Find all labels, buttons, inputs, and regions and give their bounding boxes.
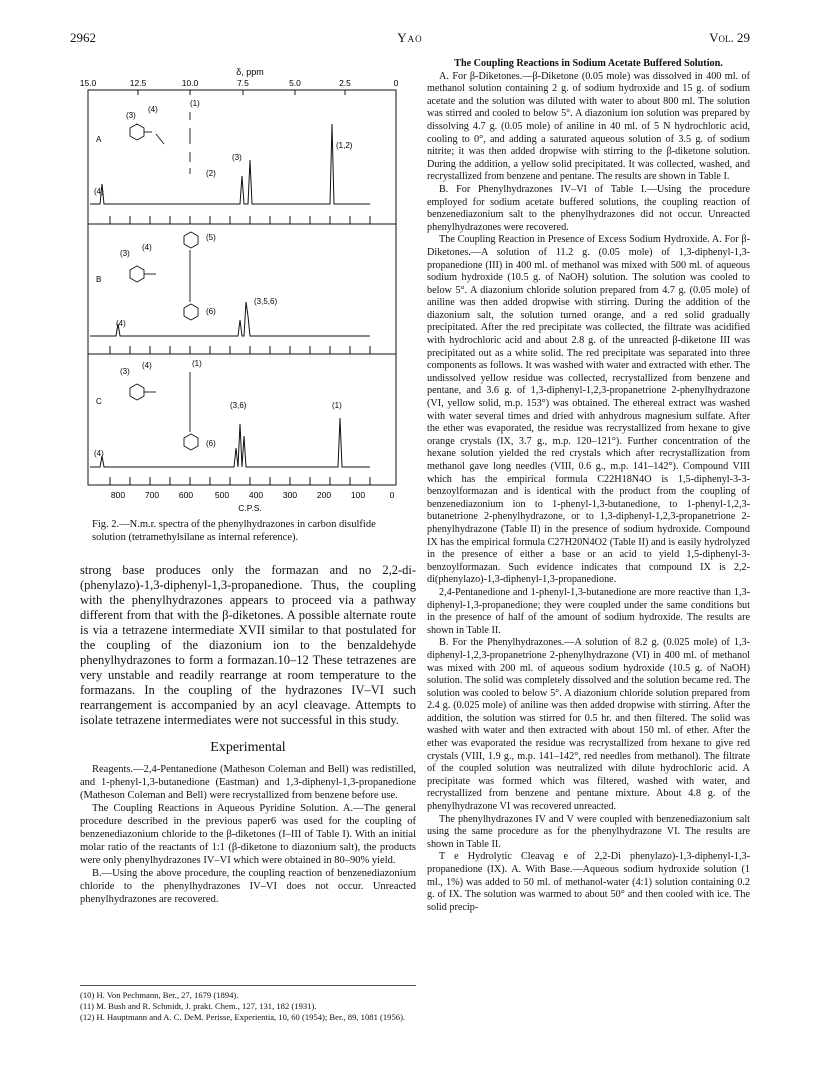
page-number: 2962 <box>70 30 96 45</box>
structure-drawing <box>130 372 198 450</box>
proton-label: (4) <box>142 361 152 370</box>
paragraph: B. For the Phenylhydrazones.—A solution of 8.2 g. (0.025 mole) of 1,3-diphenyl-1,2,3-propanetrione 2-phenylhydrazone (VI) in 400 ml. of methanol was mixed with 200 ml. of aqueous sodium hydroxide (10.5 g. of NaOH) solution. The solid was completely dissolved and the solution became red. The solution was cooled to below 5°. A diazonium chloride solution prepared from 2.4 g. (0.025 mole) of aniline was then added dropwise with stirring. After the addition, the solution was stirred for 0.5 hr. and then filtered. The solid was washed with water and then extracted with about 150 ml. of ether. After the ether was evaporated the residue was recrystallized from hexane to give red crystals (VIII, 1.9 g., m.p. 141–142°, red needles from methanol). The filtrate of the coupled solution was neutralized with dilute hydrochloric acid. A precipitate was formed which was filtered, washed with water, and recrystallized from benzene and pentane mixture. About 4.8 g. of the phenylhydrazone VI was recovered unreacted. <box>427 637 750 813</box>
spectrum-trace-c <box>90 418 370 467</box>
volume-label: Vol. 29 <box>709 30 750 45</box>
panel-letter: C <box>96 397 102 406</box>
proton-label: (3) <box>120 249 130 258</box>
proton-label: (5) <box>206 233 216 242</box>
proton-label: (3) <box>120 367 130 376</box>
cps-tick: 500 <box>214 490 230 500</box>
ppm-tick: 7.5 <box>237 78 249 88</box>
panel-letter: A <box>96 135 102 144</box>
cps-tick: 700 <box>144 490 160 500</box>
cps-tick: 800 <box>110 490 126 500</box>
panel-b <box>90 232 370 336</box>
paragraph: Reagents.—2,4-Pentanedione (Matheson Coleman and Bell) was redistilled, and 1-phenyl-1,3-butanedione (Eastman) and 1,3-diphenyl-1,3-propanedione (Matheson Coleman and Bell) were recrystallized from benzene before use. <box>80 764 416 801</box>
footnote: (12) H. Hauptmann and A. C. DeM. Perisse, Experientia, 10, 60 (1954); Ber., 89, 1081 (1956). <box>80 1012 406 1022</box>
proton-label: (1) <box>190 99 200 108</box>
running-author: Yao <box>397 30 423 45</box>
proton-label: (4) <box>94 449 104 458</box>
ppm-tick: 15.0 <box>80 78 97 88</box>
cps-axis-label: C.P.S. <box>238 503 262 513</box>
paragraph: 2,4-Pentanedione and 1-phenyl-1,3-butanedione are more reactive than 1,3-diphenyl-1,3-propanedione; they were coupled under the same conditions but in the presence of half of the amount of sodium hydroxide. The results are shown in Table II. <box>427 586 750 636</box>
cps-tick: 300 <box>282 490 298 500</box>
proton-label: (1) <box>192 359 202 368</box>
figure-caption: Fig. 2.—N.m.r. spectra of the phenylhydrazones in carbon disulfide solution (tetramethylsilane as internal reference). <box>92 519 376 543</box>
section-heading: The Coupling Reactions in Sodium Acetate Buffered Solution. <box>454 58 723 69</box>
cps-tick: 400 <box>248 490 264 500</box>
proton-label: (4) <box>148 105 158 114</box>
proton-label: (3,5,6) <box>254 297 278 306</box>
proton-label: (4) <box>94 187 104 196</box>
structure-drawing <box>130 232 198 320</box>
section-title-experimental: Experimental <box>210 740 286 755</box>
proton-label: (3,6) <box>230 401 247 410</box>
ppm-tick: 10.0 <box>181 78 199 88</box>
proton-label: (6) <box>206 439 216 448</box>
cps-tick: 0 <box>389 490 395 500</box>
paragraph: The phenylhydrazones IV and V were coupled with benzenediazonium salt using the same procedure as for the phenylhydrazone VI. The results are shown in Table II. <box>427 813 750 850</box>
footnotes <box>80 985 416 1023</box>
left-column <box>80 563 416 906</box>
cps-tick: 600 <box>178 490 194 500</box>
spectrum-trace-b <box>90 302 370 336</box>
structure-drawing <box>130 112 190 174</box>
paragraph: T e Hydrolytic Cleavag e of 2,2-Di phenylazo)-1,3-diphenyl-1,3-propanedione (IX). A. With Base.—Aqueous sodium hydroxide solution (1 ml., 1%) was added to 50 ml. of methanol-water (4:1) solution containing 0.2 g. of IX. The solution was warmed to about 50° and then cooled with ice. The solid precip- <box>427 851 750 913</box>
footnote: (10) H. Von Pechmann, Ber., 27, 1679 (1894). <box>80 990 239 1000</box>
ppm-tick: 2.5 <box>339 78 351 88</box>
paragraph: The Coupling Reaction in Presence of Excess Sodium Hydroxide. A. For β-Diketones.—A solution of 11.2 g. (0.05 mole) of 1,3-diphenyl-1,3-propanedione (III) in 400 ml. of methanol was mixed with 500 ml. of aqueous sodium hydroxide (10.5 g. of NaOH) solution. The solution was cooled to below 5°. A diazonium chloride solution prepared from 4.7 g. (0.05 mole) of aniline was then added dropwise with stirring. During the addition of the diazonium salt, the solution turned orange, and a red solid gradually precipitated. After the red precipitate was collected, the filtrate was acidified with hydrochloric acid and about 2.8 g. of the unreacted β-diketone III was precipitated out as a white solid. The red precipitate was separated into three components as follows. It was washed with water and extracted with ether. The undissolved yellow residue was collected, recrystallized from benzene and pentane, and 3.6 g. of 1,3-diphenyl-1,2,3-propanetrione 2-phenylhydrazone (VI, yellow solid, m.p. 153°) was obtained. The ethereal extract was washed with water several times and dried with anhydrous magnesium sulfate. After the ether was evaporated, the residue was recrystallized from hexane to give orange crystals (IX, 3.7 g., m.p. 120–121°). Further concentration of the hexane solution yielded the red crystals which after recrystallization from methanol gave long needles (VIII, 0.6 g., m.p. 141–142°). Compound VIII which has the empirical formula C22H18N4O is 1,5-diphenyl-3-3-benzoylformazan and is identical with the product from the coupling of benzenediazonium ion to 1-phenyl-1,3-butanedione, to 1-phenyl-1,2,3-butanetrione 2-phenylhydrazone, or to 1,3-diphenyl-1,2,3-propanetrione 2-phenylhydrazone (Table II) in the presence of sodium hydroxide. Compound IX has the empirical formula C27H20N4O2 (Table II) and is easily hydrolyzed in the presence of either a base or an acid to yield 1,5-diphenyl-3-benzoylformazan. Such evidence indicates that compound IX is 2,2-di(phenylazo)-1,3-diphenyl-1,3-propanedione. <box>427 234 750 586</box>
proton-label: (4) <box>142 243 152 252</box>
proton-label: (2) <box>206 169 216 178</box>
panel-c <box>90 359 370 467</box>
right-column <box>427 58 750 914</box>
spectrum-trace-a <box>90 124 370 204</box>
cps-ticks <box>111 490 395 500</box>
paragraph: A. For β-Diketones.—β-Diketone (0.05 mole) was dissolved in 400 ml. of methanol solution containing 2 g. of sodium hydroxide and 15 g. of sodium acetate and the solution was diluted with water to about 800 ml. The solution was stirred and cooled to below 5°. A diazonium ion solution was prepared by dissolving 4.7 g. (0.05 mole) of aniline in 40 ml. of 5 N hydrochloric acid, cooling to 0°, and adding a saturated aqueous solution of 3.5 g. of sodium nitrite; it was then added dropwise with stirring to the β-diketone solution. During the addition, a yellow solid precipitated. It was collected, washed, and recrystallized from benzene and pentane. The results are shown in Table I. <box>427 70 750 183</box>
proton-label: (3) <box>232 153 242 162</box>
proton-label: (4) <box>116 319 126 328</box>
panel-a <box>90 99 370 204</box>
cps-tick: 200 <box>316 490 332 500</box>
discussion-paragraph: strong base produces only the formazan and no 2,2-di-(phenylazo)-1,3-diphenyl-1,3-propanedione. Thus, the coupling with the phenylhydrazones appears to proceed via a pathway different from that with the β-diketones. A possible alternate route is via a tetrazene intermediate XVII similar to that postulated for the coupling of the diazonium ion to the benzaldehyde phenylhydrazones to form a formazan.10–12 These tetrazenes are very unstable and readily rearrange at room temperature to the formazans. In the coupling of the hydrazones IV–VI such rearrangement is accompanied by an acyl cleavage. Attempts to isolate tetrazene intermediates were not successful in this study. <box>80 563 416 727</box>
proton-label: (1) <box>332 401 342 410</box>
paragraph: The Coupling Reactions in Aqueous Pyridine Solution. A.—The general procedure described in the previous paper6 was used for the coupling of benzenediazonium chloride to the β-diketones (I–III of Table I). With an initial molar ratio of the reactants of 1:1 (β-diketone to diazonium salt), the products were only phenylhydrazones IV–VI which were obtained in 80–90% yield. <box>80 803 416 866</box>
experimental-text <box>80 763 416 906</box>
proton-label: (3) <box>126 111 136 120</box>
cps-tick: 100 <box>350 490 366 500</box>
proton-label: (1,2) <box>336 141 353 150</box>
page-header <box>70 30 750 50</box>
nmr-figure <box>80 64 415 514</box>
ppm-tick: 12.5 <box>129 78 147 88</box>
paragraph: B.—Using the above procedure, the coupling reaction of benzenediazonium chloride to the phenylhydrazones IV–VI does not occur. Unreacted phenylhydrazones are recovered. <box>80 868 416 905</box>
ppm-tick: 5.0 <box>289 78 301 88</box>
ppm-ticks <box>80 78 399 88</box>
ppm-tick: 0 <box>393 78 399 88</box>
panel-letter: B <box>96 275 102 284</box>
nmr-spectra-svg <box>80 64 415 514</box>
ppm-axis-label: δ, ppm <box>236 67 264 77</box>
footnote: (11) M. Bush and R. Schmidt, J. prakt. Chem., 127, 131, 182 (1931). <box>80 1001 317 1011</box>
proton-label: (6) <box>206 307 216 316</box>
paragraph: B. For Phenylhydrazones IV–VI of Table I.—Using the procedure employed for sodium acetate buffered solutions, the coupling reaction of benzenediazonium salt to the phenylhydrazones did not occur. Unreacted phenylhydrazones were recovered. <box>427 183 750 233</box>
